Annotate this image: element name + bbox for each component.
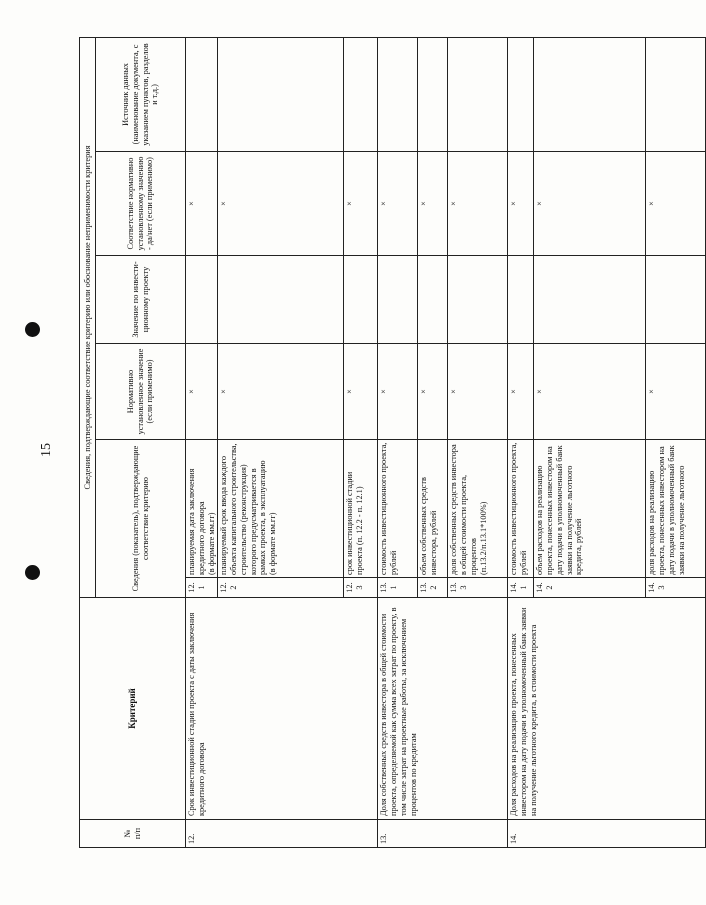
source-cell [218,37,344,151]
source-cell [344,37,378,151]
match-value: × [218,152,344,256]
match-value: × [186,152,218,256]
sub-number: 14. 1 [508,578,534,598]
criterion-text: Срок инвестиционной стадии проекта с даты заключения кредитного договора [186,598,378,820]
table-row [378,37,418,847]
criterion-text: Доля расходов на реализацию проекта, понесенных инвестором на дату подачи в уполномоченный банк заявки на получение льготного кредита, в стоимости проекта [508,598,706,820]
header-value: Значение по инвести-ционному проекту [96,256,186,344]
row-number: 14. [508,820,706,848]
table-row [508,37,534,847]
project-value [218,256,344,344]
match-value: × [646,152,706,256]
sub-number: 12. 1 [186,578,218,598]
punch-hole [25,565,40,580]
normative-value: × [218,344,344,440]
project-value [646,256,706,344]
match-value: × [378,152,418,256]
header-source: Источник данных (наименование документа, с указанием пунктов, разделов и т.д.) [96,37,186,151]
table-row [186,37,218,847]
row-number: 12. [186,820,378,848]
info-text: объем собственных средств инвестора, рублей [418,440,448,578]
criteria-table [79,37,706,848]
header-info: Сведения (показатель), подтверждающие соответствие критерию [96,440,186,598]
source-cell [646,37,706,151]
info-text: срок инвестиционной стадии проекта (п. 12.2 - п. 12.1) [344,440,378,578]
info-text: планируемая дата заключения кредитного договора (в формате мм.гг) [186,440,218,578]
header-normative: Нормативно установленное значение (если применимо) [96,344,186,440]
project-value [508,256,534,344]
row-number: 13. [378,820,508,848]
source-cell [378,37,418,151]
project-value [448,256,508,344]
sub-number: 14. 3 [646,578,706,598]
sub-number: 12. 3 [344,578,378,598]
header-match: Соответствие нормативно установленному значению - да/нет (если применимо) [96,152,186,256]
match-value: × [508,152,534,256]
normative-value: × [418,344,448,440]
project-value [344,256,378,344]
punch-hole [25,322,40,337]
source-cell [448,37,508,151]
normative-value: × [186,344,218,440]
sub-number: 13. 2 [418,578,448,598]
match-value: × [448,152,508,256]
project-value [534,256,646,344]
match-value: × [534,152,646,256]
info-text: объем расходов на реализацию проекта, понесенных инвестором на дату подачи в уполномоченный банк заявки на получение льготного кредита, рублей [534,440,646,578]
sub-number: 14. 2 [534,578,646,598]
sub-number: 12. 2 [218,578,344,598]
match-value: × [344,152,378,256]
source-cell [186,37,218,151]
project-value [186,256,218,344]
info-text: стоимость инвестиционного проекта, рублей [508,440,534,578]
sub-number: 13. 3 [448,578,508,598]
header-criterion: Критерий [80,598,186,820]
info-text: планируемый срок ввода каждого объекта капитального строительства, строительство (реконструкция) которого предусматривается в рамках проекта, в эксплуатацию (в формате мм.гг) [218,440,344,578]
match-value: × [418,152,448,256]
normative-value: × [378,344,418,440]
source-cell [534,37,646,151]
criterion-text: Доля собственных средств инвестора в общей стоимости проекта, определяемой как сумма всех затрат по проекту, в том числе затрат на проектные работы, за исключением процентов по кредитам [378,598,508,820]
project-value [378,256,418,344]
info-text: доля расходов на реализацию проекта, понесенных инвестором на дату подачи в уполномоченный банк заявки на получение льготного [646,440,706,578]
normative-value: × [344,344,378,440]
page-number: 15 [39,443,54,457]
header-num: № п/п [80,820,186,848]
normative-value: × [508,344,534,440]
project-value [418,256,448,344]
normative-value: × [448,344,508,440]
normative-value: × [646,344,706,440]
header-group: Сведения, подтверждающие соответствие критерию или обоснование неприменимости критерия [80,37,96,597]
source-cell [508,37,534,151]
sub-number: 13. 1 [378,578,418,598]
info-text: доля собственных средств инвестора в общей стоимости проекта, процентов (п.13.2/п.13.1*100%) [448,440,508,578]
info-text: стоимость инвестиционного проекта, рублей [378,440,418,578]
normative-value: × [534,344,646,440]
source-cell [418,37,448,151]
criteria-table-container [79,38,686,848]
